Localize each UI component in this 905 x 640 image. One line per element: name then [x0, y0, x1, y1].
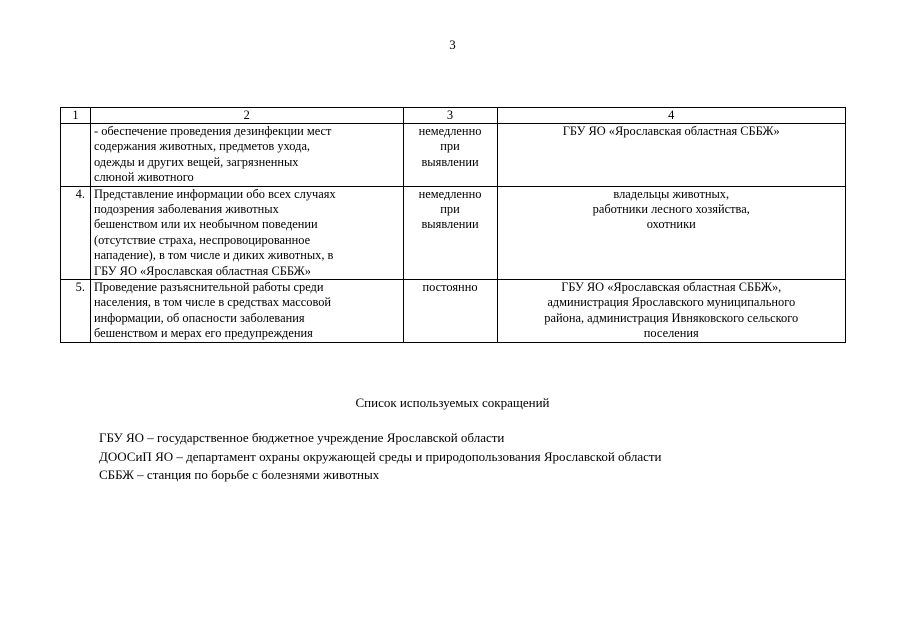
term-line: немедленно — [418, 124, 482, 138]
action-line: населения, в том числе в средствах массовой — [93, 295, 332, 310]
term-line: постоянно — [422, 280, 478, 295]
responsible-line: работники лесного хозяйства, — [592, 202, 750, 217]
responsible-line: администрация Ярославского муниципального — [547, 295, 796, 310]
action-line: информации, об опасности заболевания — [93, 310, 305, 325]
action-line: ГБУ ЯО «Ярославская областная СББЖ» — [93, 263, 311, 278]
abbreviation-item: ГБУ ЯО – государственное бюджетное учреждение Ярославской области — [99, 430, 505, 445]
term-cell — [403, 280, 497, 343]
abbreviation-item: ДООСиП ЯО – департамент охраны окружающей среды и природопользования Ярославской области — [99, 448, 662, 464]
term-cell — [403, 124, 497, 187]
action-line: (отсутствие страха, неспровоцированное — [93, 232, 311, 247]
abbreviation-item: СББЖ – станция по борьбе с болезнями животных — [99, 467, 380, 482]
table-row — [61, 124, 846, 187]
abbreviations-list — [99, 429, 662, 485]
responsible-line: района, администрация Ивняковского сельского — [544, 310, 799, 325]
action-cell — [90, 124, 403, 187]
action-line: бешенством или их необычном поведении — [93, 217, 318, 232]
responsible-cell — [497, 186, 846, 279]
responsible-line: охотники — [646, 217, 696, 232]
term-line: выявлении — [421, 154, 479, 169]
term-line: выявлении — [421, 217, 479, 232]
action-cell — [90, 280, 403, 343]
responsible-line: владельцы животных, — [613, 186, 730, 201]
header-cell-3: 3 — [403, 108, 497, 124]
term-cell — [403, 186, 497, 279]
header-cell-1: 1 — [61, 108, 91, 124]
responsible-cell — [497, 280, 846, 343]
action-line: одежды и других вещей, загрязненных — [93, 154, 299, 169]
responsible-cell — [497, 124, 846, 187]
action-line: Представление информации обо всех случаях — [93, 186, 336, 201]
table-row — [61, 186, 846, 279]
action-line: содержания животных, предметов ухода, — [93, 139, 311, 154]
action-line: нападение), в том числе и диких животных, в — [93, 248, 334, 263]
page-number: 3 — [449, 37, 456, 52]
term-line: немедленно — [418, 186, 482, 201]
row-number-cell: 4. — [61, 186, 91, 279]
action-cell — [90, 186, 403, 279]
term-line: при — [440, 202, 460, 217]
action-line: бешенством и мерах его предупреждения — [93, 326, 313, 341]
responsible-line: поселения — [643, 326, 699, 341]
action-line: подозрения заболевания животных — [93, 202, 279, 217]
action-line: Проведение разъяснительной работы среди — [93, 280, 324, 295]
row-number-cell — [61, 124, 91, 187]
table-header-row — [61, 108, 846, 124]
measures-table — [60, 107, 846, 343]
row-number-cell: 5. — [61, 280, 91, 343]
header-cell-2: 2 — [90, 108, 403, 124]
term-line: при — [440, 139, 460, 154]
action-line: - обеспечение проведения дезинфекции мест — [93, 124, 332, 138]
responsible-line: ГБУ ЯО «Ярославская областная СББЖ» — [562, 124, 780, 138]
abbreviations-title: Список используемых сокращений — [355, 395, 550, 410]
header-cell-4: 4 — [497, 108, 846, 124]
action-line: слюной животного — [93, 170, 194, 185]
responsible-line: ГБУ ЯО «Ярославская областная СББЖ», — [561, 280, 782, 295]
table-row — [61, 280, 846, 343]
